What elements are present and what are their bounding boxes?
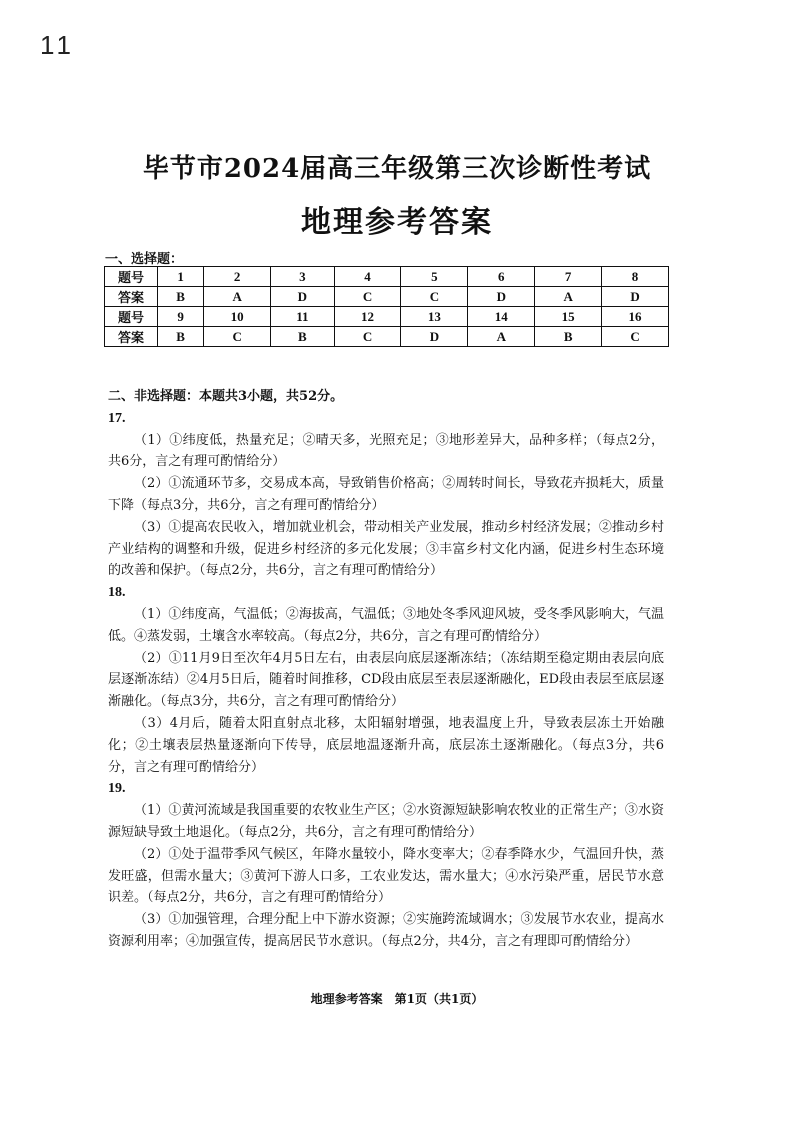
table-cell: D: [401, 327, 468, 347]
answer-paragraph: （1）①纬度高，气温低；②海拔高，气温低；③地处冬季风迎风坡，受冬季风影响大，气温低。④蒸发弱，土壤含水率较高。（每点2分，共6分，言之有理可酌情给分）: [108, 606, 664, 644]
table-cell: 3: [271, 267, 335, 287]
question-number-17: 17.: [108, 410, 126, 426]
exam-subtitle: 地理参考答案: [301, 205, 493, 240]
table-row: [105, 307, 669, 327]
answer-paragraph: （1）①黄河流域是我国重要的农牧业生产区；②水资源短缺影响农牧业的正常生产；③水资源短缺导致土地退化。（每点2分，共6分，言之有理可酌情给分）: [108, 803, 664, 840]
table-cell: 13: [401, 307, 468, 327]
table-cell: C: [602, 327, 669, 347]
table-cell: 11: [271, 307, 335, 327]
table-cell: B: [271, 327, 335, 347]
question-number-18: 18.: [108, 585, 126, 601]
table-cell: 16: [602, 307, 669, 327]
table-cell: A: [204, 287, 271, 307]
table-cell: 9: [158, 307, 204, 327]
table-cell: 6: [468, 267, 535, 287]
table-cell: 10: [204, 307, 271, 327]
table-row: [105, 327, 669, 347]
table-cell: C: [401, 287, 468, 307]
table-cell: 2: [204, 267, 271, 287]
table-cell: C: [204, 327, 271, 347]
corner-mark: 11: [40, 30, 75, 60]
table-cell: B: [535, 327, 602, 347]
table-cell: D: [468, 287, 535, 307]
table-cell: 1: [158, 267, 204, 287]
answer-paragraph: （2）①流通环节多，交易成本高，导致销售价格高；②周转时间长，导致花卉损耗大，质量下降（每点3分，共6分，言之有理可酌情给分）: [108, 476, 664, 513]
page-footer: 地理参考答案 第1页（共1页）: [310, 992, 484, 1006]
row-label: 题号: [105, 307, 158, 327]
section2-heading: 二、非选择题：本题共3小题，共52分。: [108, 389, 344, 404]
row-label: 题号: [105, 267, 158, 287]
answer-paragraph: （3）①提高农民收入，增加就业机会，带动相关产业发展，推动乡村经济发展；②推动乡村产业结构的调整和升级，促进乡村经济的多元化发展；③丰富乡村文化内涵，促进乡村生态环境的改善和保护。（每点2分，共6分，言之有理可酌情给分）: [108, 519, 664, 579]
answer-paragraph: （3）4月后，随着太阳直射点北移，太阳辐射增强，地表温度上升，导致表层冻土开始融化；②土壤表层热量逐渐向下传导，底层地温逐渐升高，底层冻土逐渐融化。（每点3分，共6分，言之有理可酌情给分）: [108, 715, 664, 775]
table-cell: 8: [602, 267, 669, 287]
answer-paragraph: （2）①处于温带季风气候区，年降水量较小，降水变率大；②春季降水少，气温回升快，蒸发旺盛，但需水量大；③黄河下游人口多，工农业发达，需水量大；④水污染严重，居民节水意识差。（每点2分，共6分，言之有理可酌情给分）: [108, 846, 664, 906]
table-cell: C: [334, 327, 401, 347]
table-cell: 7: [535, 267, 602, 287]
table-cell: D: [602, 287, 669, 307]
table-cell: 5: [401, 267, 468, 287]
question-number-19: 19.: [108, 781, 126, 797]
row-label: 答案: [105, 287, 158, 307]
table-cell: D: [271, 287, 335, 307]
table-cell: A: [535, 287, 602, 307]
table-cell: C: [334, 287, 401, 307]
answer-paragraph: （1）①纬度低，热量充足；②晴天多，光照充足；③地形差异大，品种多样；（每点2分，共6分，言之有理可酌情给分）: [108, 432, 664, 470]
section1-heading: 一、选择题：: [105, 252, 184, 267]
table-row: [105, 267, 669, 287]
table-row: [105, 287, 669, 307]
answer-table: [104, 266, 669, 347]
table-cell: B: [158, 287, 204, 307]
table-cell: 12: [334, 307, 401, 327]
row-label: 答案: [105, 327, 158, 347]
answer-body: [108, 386, 664, 953]
table-cell: A: [468, 327, 535, 347]
table-cell: 15: [535, 307, 602, 327]
table-cell: B: [158, 327, 204, 347]
exam-title: 毕节市2024届高三年级第三次诊断性考试: [142, 154, 652, 184]
answer-paragraph: （3）①加强管理，合理分配上中下游水资源；②实施跨流域调水；③发展节水农业，提高水资源利用率；④加强宣传，提高居民节水意识。（每点2分，共4分，言之有理即可酌情给分）: [108, 912, 664, 949]
answer-paragraph: （2）①11月9日至次年4月5日左右，由表层向底层逐渐冻结；（冻结期至稳定期由表层向底层逐渐冻结）②4月5日后，随着时间推移，CD段由底层至表层逐渐融化，ED段由表层至底层逐渐融化。（每点3分，共6分，言之有理可酌情给分）: [108, 650, 664, 710]
table-cell: 14: [468, 307, 535, 327]
table-cell: 4: [334, 267, 401, 287]
